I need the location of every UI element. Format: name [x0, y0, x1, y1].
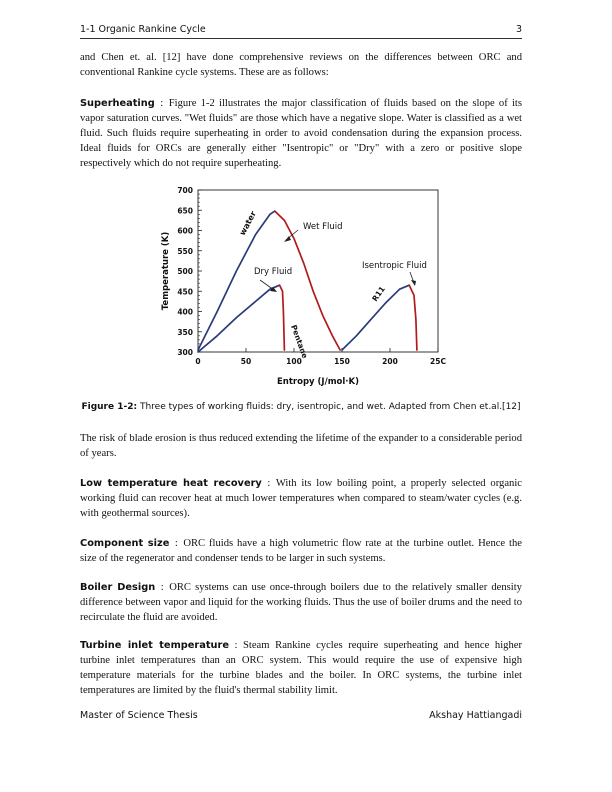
boiler-design-text: ORC systems can use once-through boilers due to the relatively smaller density difference between vapor and liquid for the working fluids. Thus the use of boiler drums and the need to recirculate the fluid are avoided. — [80, 582, 522, 623]
x-axis-label: Entropy (J/mol·K) — [277, 377, 359, 387]
x-tick-label: 25C — [430, 357, 446, 366]
intro-paragraph: and Chen et. al. [12] have done comprehensive reviews on the differences between ORC and conventional Rankine cycle systems. These are as follows: — [80, 52, 522, 78]
y-tick-label: 450 — [177, 287, 193, 297]
caption-text: Three types of working fluids: dry, isentropic, and wet. Adapted from Chen et.al.[12] — [139, 402, 521, 412]
component-size-text: ORC fluids have a high volumetric flow rate at the turbine outlet. Hence the size of the regenerator and condenser tends to be larger in such systems. — [80, 538, 522, 564]
entropy-temperature-chart — [150, 178, 450, 393]
x-tick-label: 200 — [382, 357, 398, 366]
x-tick-label: 0 — [195, 357, 201, 366]
superheating-text: Figure 1-2 illustrates the major classification of fluids based on the slope of its vapor saturation curves. "Wet fluids" are those which have a negative slope. Water is classified as a wet fluid. Such fluids require superheating in order to avoid condensation during the expansion process. Ideal fluids for ORCs are generally either "Isentropic" or "Dry" with a zero or positive slope respectively which do not require superheating. — [80, 98, 522, 169]
x-tick-label: 100 — [286, 357, 302, 366]
footer-author: Akshay Hattiangadi — [429, 710, 522, 721]
header-page-number: 3 — [515, 24, 522, 35]
header-rule — [80, 38, 522, 39]
low-temperature-paragraph — [80, 476, 522, 521]
water-curve-label: water — [237, 209, 258, 237]
boiler-design-term: Boiler Design — [80, 582, 156, 593]
caption-label: Figure 1-2: — [81, 402, 138, 412]
header-section-title: 1-1 Organic Rankine Cycle — [80, 24, 206, 35]
y-tick-label: 500 — [177, 267, 193, 276]
boiler-design-separator: : — [160, 582, 164, 593]
x-tick-label: 50 — [240, 357, 252, 366]
component-size-paragraph — [80, 536, 522, 566]
component-size-term: Component size — [80, 538, 170, 549]
component-size-separator: : — [174, 538, 178, 549]
y-axis-label: Temperature (K) — [161, 231, 171, 311]
y-tick-label: 300 — [177, 348, 193, 357]
x-tick-label: 150 — [334, 357, 350, 366]
after-figure-paragraph: The risk of blade erosion is thus reduced extending the lifetime of the expander to a considerable period of years. — [80, 433, 522, 459]
y-tick-label: 550 — [177, 246, 193, 256]
figure-1-2 — [150, 178, 450, 393]
low-temperature-text: With its low boiling point, a properly selected organic working fluid can recover heat at much lower temperatures when compared to steam/water cycles (e.g. with geothermal sources). — [80, 478, 522, 519]
low-temperature-separator: : — [267, 478, 271, 489]
low-temperature-term: Low temperature heat recovery — [80, 478, 262, 489]
y-tick-label: 350 — [177, 327, 193, 337]
pentane-curve-label: Pentane — [289, 323, 310, 360]
r11-curve-label: R11 — [370, 284, 387, 304]
superheating-separator: : — [160, 98, 164, 109]
turbine-inlet-paragraph — [80, 638, 522, 698]
footer-thesis-type: Master of Science Thesis — [80, 710, 198, 721]
page-header — [80, 24, 522, 38]
boiler-design-paragraph — [80, 580, 522, 625]
dry-fluid-label: Dry Fluid — [254, 267, 293, 277]
turbine-inlet-separator: : — [234, 640, 238, 651]
y-tick-label: 600 — [177, 226, 193, 236]
y-tick-label: 650 — [177, 206, 193, 216]
turbine-inlet-text: Steam Rankine cycles require superheating and hence higher turbine inlet temperatures than an ORC system. This would require the use of expensive high temperature materials for the turbine blades and the boiler. In ORC systems, the turbine inlet temperatures are limited by the fluid's thermal stability limit. — [80, 640, 522, 696]
y-tick-label: 400 — [177, 307, 193, 317]
turbine-inlet-term: Turbine inlet temperature — [80, 640, 230, 651]
plot-frame — [198, 190, 438, 352]
y-tick-label: 700 — [177, 186, 193, 195]
superheating-paragraph — [80, 96, 522, 171]
wet-fluid-label: Wet Fluid — [303, 222, 343, 232]
superheating-term: Superheating — [80, 98, 155, 109]
isentropic-fluid-label: Isentropic Fluid — [362, 261, 427, 271]
figure-caption — [80, 402, 522, 412]
